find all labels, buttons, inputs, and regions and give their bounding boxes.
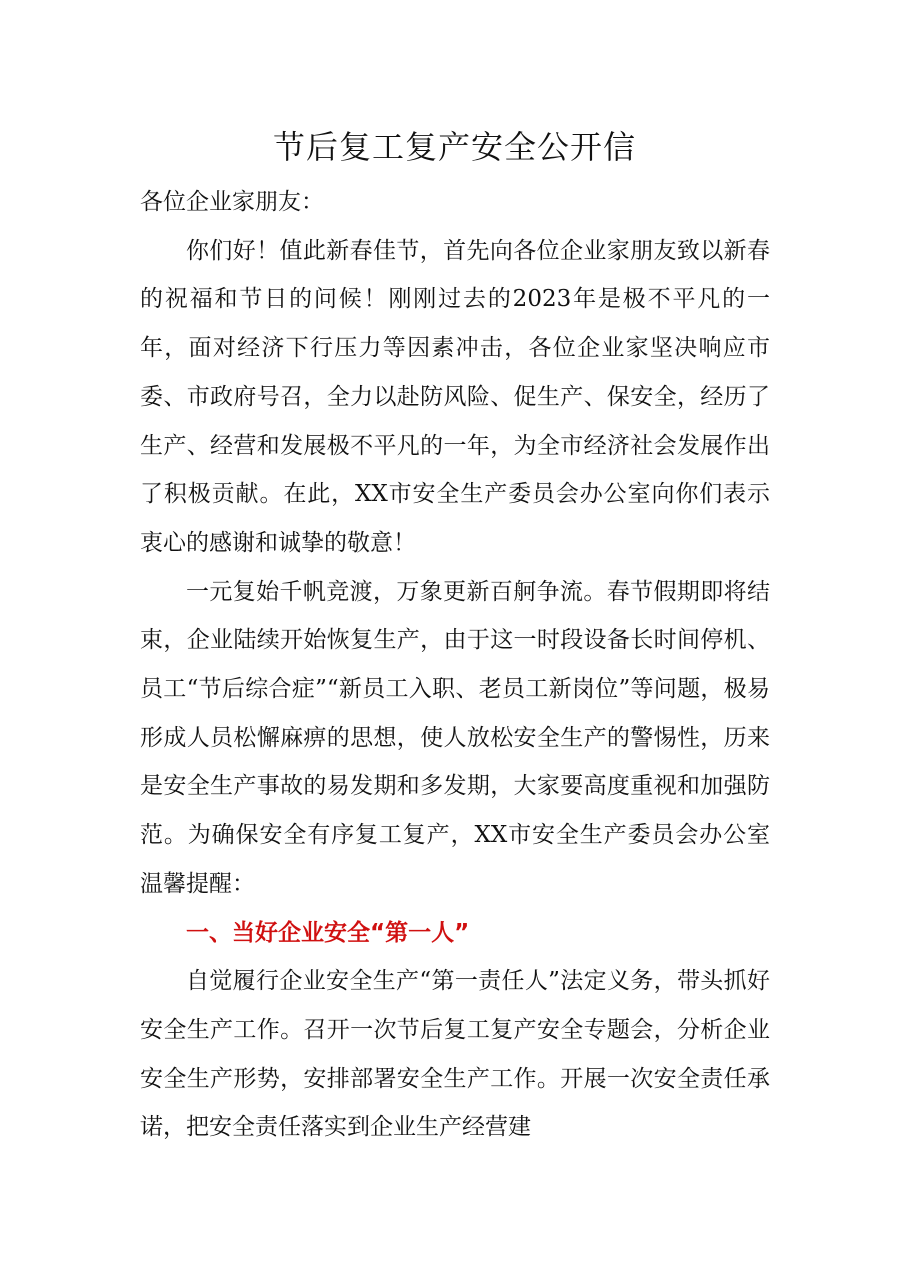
document-body	[140, 178, 770, 1152]
paragraph-section-1: 自觉履行企业安全生产“第一责任人”法定义务，带头抓好安全生产工作。召开一次节后复工复产安全专题会，分析企业安全生产形势，安排部署安全生产工作。开展一次安全责任承诺，把安全责任落实到企业生产经营建	[140, 968, 770, 1141]
paragraph-greeting: 你们好！值此新春佳节，首先向各位企业家朋友致以新春的祝福和节日的问候！刚刚过去的2023年是极不平凡的一年，面对经济下行压力等因素冲击，各位企业家坚决响应市委、市政府号召，全力以赴防风险、促生产、保安全，经历了生产、经营和发展极不平凡的一年，为全市经济社会发展作出了积极贡献。在此，XX市安全生产委员会办公室向你们表示衷心的感谢和诚挚的敬意！	[140, 237, 770, 556]
document-title: 节后复工复产安全公开信	[272, 128, 636, 166]
salutation: 各位企业家朋友：	[140, 189, 324, 215]
paragraph-reminder-intro: 一元复始千帆竞渡，万象更新百舸争流。春节假期即将结束，企业陆续开始恢复生产，由于这一时段设备长时间停机、员工“节后综合症”“新员工入职、老员工新岗位”等问题，极易形成人员松懈麻痹的思想，使人放松安全生产的警惕性，历来是安全生产事故的易发期和多发期，大家要高度重视和加强防范。为确保安全有序复工复产，XX市安全生产委员会办公室温馨提醒：	[140, 578, 770, 897]
section-heading-1: 一、当好企业安全“第一人”	[186, 919, 470, 946]
